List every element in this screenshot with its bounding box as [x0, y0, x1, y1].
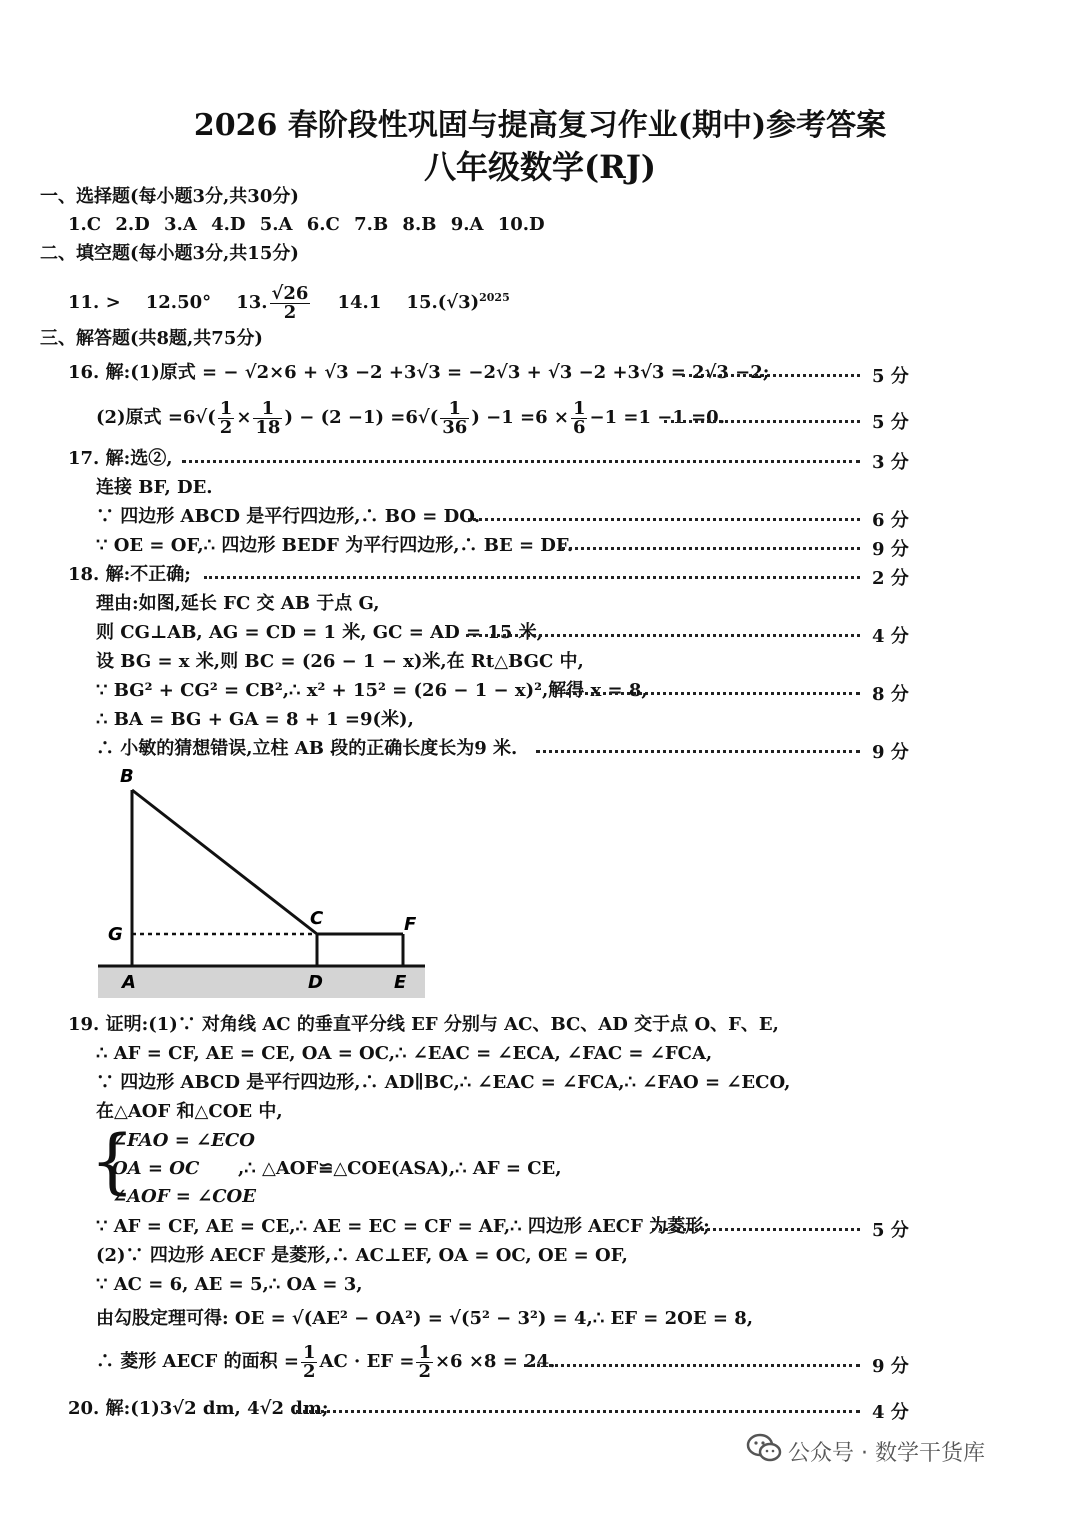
q19-system-brace: {	[90, 1120, 135, 1202]
q17-line2: 连接 BF, DE.	[96, 477, 213, 498]
q18-figure	[90, 762, 440, 1002]
q19-line3: ∵ 四边形 ABCD 是平行四边形,∴ AD∥BC,∴ ∠EAC = ∠FCA,∴ ∠FAO = ∠ECO,	[96, 1072, 791, 1093]
wechat-icon	[746, 1432, 782, 1464]
q16-line2: (2)原式 =6√( $\frac{1}{2}$ × $\frac{1}{18}$ ) − (2 −1) =6√( $\frac{1}{36}$ ) −1 =6 × $\frac{1}{6}$ −1 =1 −1 =0.	[96, 397, 725, 438]
q18-line5: ∵ BG² + CG² = CB²,∴ x² + 15² = (26 − 1 − x)²,解得 x = 8,	[96, 680, 648, 701]
q17-line3-score: 6 分	[872, 510, 909, 531]
q20-line1-score: 4 分	[872, 1402, 909, 1423]
answer-13-fraction: $\frac{√26}{2}$	[271, 282, 309, 323]
q17-line4-score: 9 分	[872, 539, 909, 560]
q19-line7: ∵ AC = 6, AE = 5,∴ OA = 3,	[96, 1274, 363, 1295]
q18-line7: ∴ 小敏的猜想错误,立柱 AB 段的正确长度长为9 米.	[96, 738, 518, 759]
q19-line4: 在△AOF 和△COE 中,	[96, 1101, 283, 1122]
section2-answers	[68, 276, 510, 325]
q18-line2: 理由:如图,延长 FC 交 AB 于点 G,	[96, 593, 380, 614]
q19-system-row3: ∠AOF = ∠COE	[112, 1186, 256, 1207]
answer-15-exponent: 2025	[479, 291, 510, 304]
q17-line1-score: 3 分	[872, 452, 909, 473]
q18-line5-score: 8 分	[872, 684, 909, 705]
label-b: B	[120, 766, 134, 787]
q16-line2-score: 5 分	[872, 412, 909, 433]
q18-line4: 设 BG = x 米,则 BC = (26 − 1 − x)米,在 Rt△BGC 中,	[96, 651, 584, 672]
q19-line1: 19. 证明:(1)∵ 对角线 AC 的垂直平分线 EF 分别与 AC、BC、AD 交于点 O、F、E,	[68, 1014, 779, 1035]
q18-line7-score: 9 分	[872, 742, 909, 763]
answer-15: 15.(√3)	[406, 292, 480, 313]
page-title: 2026 春阶段性巩固与提高复习作业(期中)参考答案	[193, 108, 887, 143]
q18-line6: ∴ BA = BG + GA = 8 + 1 =9(米),	[96, 709, 414, 730]
label-g: G	[108, 924, 123, 945]
segment-bc	[132, 790, 317, 934]
q19-line8: 由勾股定理可得: OE = √(AE² − OA²) = √(5² − 3²) = 4,∴ EF = 2OE = 8,	[96, 1308, 753, 1329]
q19-line9-score: 9 分	[872, 1356, 909, 1377]
q18-line3-score: 4 分	[872, 626, 909, 647]
label-d: D	[308, 972, 323, 993]
q19-line5-score: 5 分	[872, 1220, 909, 1241]
q16-line1-score: 5 分	[872, 366, 909, 387]
q19-line5: ∵ AF = CF, AE = CE,∴ AE = EC = CF = AF,∴ 四边形 AECF 为菱形;	[96, 1216, 710, 1237]
answer-12: 12.50°	[145, 292, 212, 313]
answer-13-label: 13.	[236, 292, 268, 313]
section2-heading: 二、填空题(每小题3分,共15分)	[40, 243, 299, 264]
q19-line9: ∴ 菱形 AECF 的面积 = $\frac{1}{2}$ AC · EF = $\frac{1}{2}$ ×6 ×8 = 24.	[96, 1341, 556, 1382]
section1-heading: 一、选择题(每小题3分,共30分)	[40, 186, 299, 207]
q20-line1: 20. 解:(1)3√2 dm, 4√2 dm;	[68, 1398, 329, 1419]
page-subtitle: 八年级数学(RJ)	[423, 148, 657, 186]
q19-line2: ∴ AF = CF, AE = CE, OA = OC,∴ ∠EAC = ∠ECA, ∠FAC = ∠FCA,	[96, 1043, 713, 1064]
label-e: E	[394, 972, 407, 993]
q19-line6: (2)∵ 四边形 AECF 是菱形,∴ AC⊥EF, OA = OC, OE = OF,	[96, 1245, 628, 1266]
q18-line1-score: 2 分	[872, 568, 909, 589]
label-a: A	[122, 972, 136, 993]
answer-14: 14.1	[337, 292, 382, 313]
label-c: C	[310, 908, 324, 929]
answer-11: 11. >	[68, 292, 121, 313]
q19-system-row2: OA = OC	[112, 1158, 200, 1179]
q18-line1: 18. 解:不正确;	[68, 564, 191, 585]
label-f: F	[404, 914, 417, 935]
q17-line1: 17. 解:选②,	[68, 448, 173, 469]
section3-heading: 三、解答题(共8题,共75分)	[40, 328, 263, 349]
q19-system-row1: ∠FAO = ∠ECO	[112, 1130, 255, 1151]
q17-line4: ∵ OE = OF,∴ 四边形 BEDF 为平行四边形,∴ BE = DF.	[96, 535, 574, 556]
q17-line3: ∵ 四边形 ABCD 是平行四边形,∴ BO = DO.	[96, 506, 481, 527]
q18-line3: 则 CG⊥AB, AG = CD = 1 米, GC = AD = 15 米,	[96, 622, 543, 643]
q19-system-result: ,∴ △AOF≌△COE(ASA),∴ AF = CE,	[238, 1158, 562, 1179]
watermark-text: 公众号 · 数学干货库	[788, 1441, 985, 1466]
section1-answers: 1.C 2.D 3.A 4.D 5.A 6.C 7.B 8.B 9.A 10.D	[68, 214, 545, 235]
q16-line1: 16. 解:(1)原式 = − √2×6 + √3 −2 +3√3 = −2√3 + √3 −2 +3√3 = 2√3 −2;	[68, 362, 770, 383]
ground-strip	[98, 966, 425, 998]
